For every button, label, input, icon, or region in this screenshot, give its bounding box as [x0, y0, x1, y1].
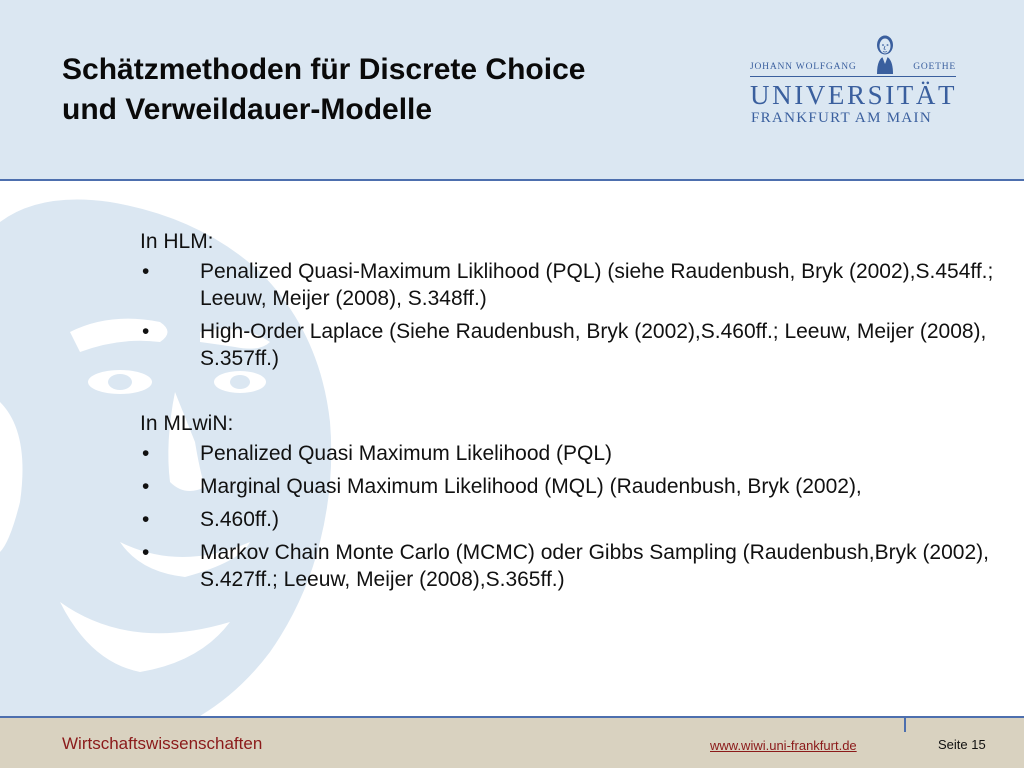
- bullet-icon: •: [142, 541, 150, 564]
- list-item-text: Penalized Quasi Maximum Likelihood (PQL): [200, 442, 613, 465]
- list-item: [140, 258, 1020, 312]
- bullet-icon: •: [142, 442, 150, 465]
- bullet-icon: •: [142, 320, 150, 343]
- logo-top-row: [750, 60, 956, 74]
- list-item: [140, 506, 1020, 533]
- list-item: [140, 318, 1020, 372]
- footer-tick-mark: [904, 716, 906, 732]
- slide-title: [62, 50, 742, 130]
- header-divider: [0, 179, 1024, 181]
- university-logo: [750, 40, 960, 130]
- list-item-text: S.460ff.): [200, 508, 279, 531]
- list-item-text: High-Order Laplace (Siehe Raudenbush, Bryk (2002),S.460ff.; Leeuw, Meijer (2008), S.357ff.): [200, 320, 987, 370]
- slide-title-line-2: und Verweildauer-Modelle: [62, 93, 433, 126]
- footer-website-link[interactable]: www.wiwi.uni-frankfurt.de: [710, 738, 857, 753]
- goethe-portrait-icon: [871, 34, 899, 74]
- page-number: Seite 15: [938, 737, 986, 752]
- list-item: [140, 440, 1020, 467]
- bullet-icon: •: [142, 260, 150, 283]
- section-label-mlwin: In MLwiN:: [140, 412, 234, 435]
- logo-text-universitaet: UNIVERSITÄT: [750, 80, 958, 110]
- list-item-text: Marginal Quasi Maximum Likelihood (MQL) (Raudenbush, Bryk (2002),: [200, 475, 862, 498]
- logo-text-frankfurt: FRANKFURT AM MAIN: [751, 110, 932, 126]
- logo-text-goethe: GOETHE: [913, 62, 956, 72]
- logo-text-johann-wolfgang: JOHANN WOLFGANG: [750, 62, 857, 72]
- footer-divider: [0, 716, 1024, 718]
- section-spacer: [140, 380, 1020, 410]
- mlwin-bullet-list: [140, 440, 1020, 593]
- slide-title-line-1: Schätzmethoden für Discrete Choice: [62, 53, 586, 86]
- hlm-bullet-list: [140, 258, 1020, 372]
- list-item: [140, 539, 1020, 593]
- list-item-text: Penalized Quasi-Maximum Liklihood (PQL) (siehe Raudenbush, Bryk (2002),S.454ff.; Leeuw, Meijer (2008), S.348ff.): [200, 260, 994, 310]
- bullet-icon: •: [142, 475, 150, 498]
- list-item-text: Markov Chain Monte Carlo (MCMC) oder Gibbs Sampling (Raudenbush,Bryk (2002), S.427ff.; Leeuw, Meijer (2008),S.365ff.): [200, 541, 989, 591]
- slide-content: [140, 228, 1020, 601]
- list-item: [140, 473, 1020, 500]
- bullet-icon: •: [142, 508, 150, 531]
- logo-rule: [750, 76, 956, 77]
- footer-faculty-name: Wirtschaftswissenschaften: [62, 734, 263, 753]
- section-label-hlm: In HLM:: [140, 230, 214, 253]
